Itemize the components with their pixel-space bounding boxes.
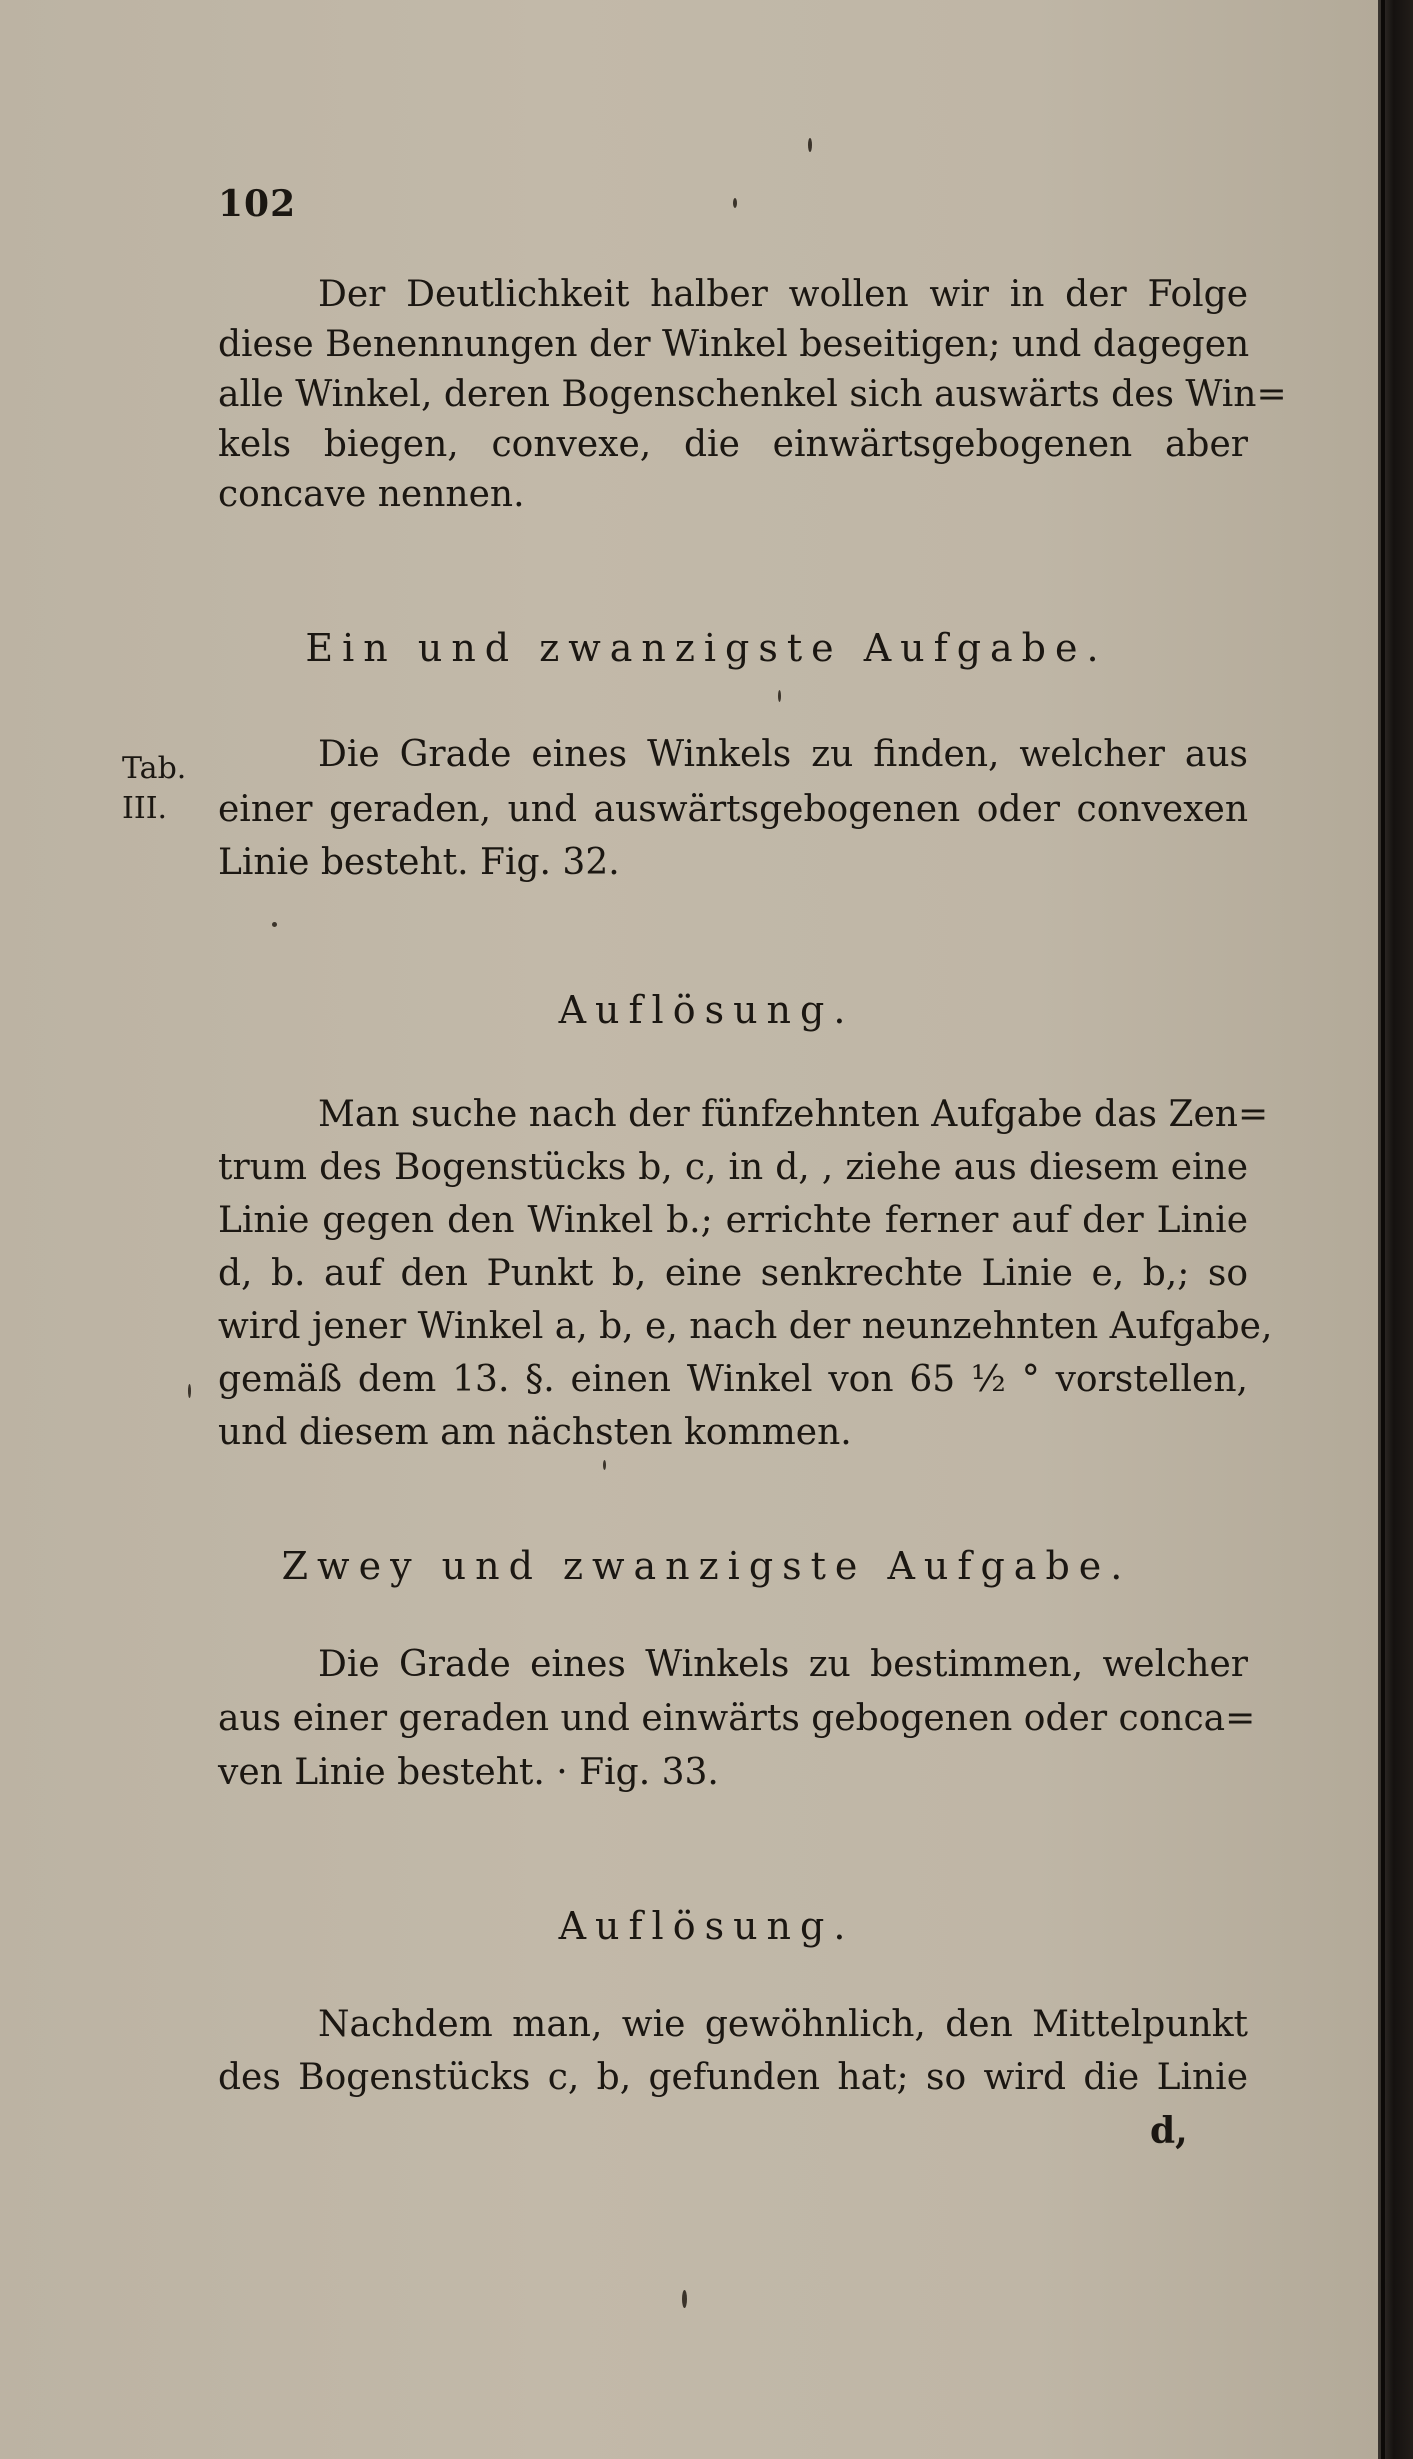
spine-shadow <box>1381 0 1385 2459</box>
solution-line: Nachdem man, wie gewöhnlich, den Mittelpunkt <box>318 2004 1248 2045</box>
paragraph-line: diese Benennungen der Winkel beseitigen; und dagegen <box>218 324 1250 365</box>
catchword: d, <box>1150 2110 1188 2152</box>
problem-line: aus einer geraden und einwärts gebogenen oder conca= <box>218 1698 1256 1739</box>
solution-line: gemäß dem 13. §. einen Winkel von 65 ½ ° vorstellen, <box>218 1359 1248 1400</box>
solution-line: d, b. auf den Punkt b, eine senkrechte Linie e, b,; so <box>218 1253 1248 1294</box>
paper-speck <box>808 138 812 152</box>
paper-speck <box>778 690 781 702</box>
paper-speck <box>733 198 737 208</box>
paragraph-line: Der Deutlichkeit halber wollen wir in der Folge <box>318 274 1248 315</box>
problem-line: Die Grade eines Winkels zu bestimmen, welcher <box>318 1644 1248 1685</box>
problem-line: Linie besteht. Fig. 32. <box>218 842 620 883</box>
solution-line: trum des Bogenstücks b, c, in d, , ziehe aus diesem eine <box>218 1147 1248 1188</box>
paragraph-line: alle Winkel, deren Bogenschenkel sich auswärts des Win= <box>218 374 1287 415</box>
solution-heading: Auflösung. <box>558 1904 855 1948</box>
problem-line: Die Grade eines Winkels zu finden, welcher aus <box>318 734 1248 775</box>
paragraph-line: concave nennen. <box>218 474 525 515</box>
section-heading: Ein und zwanzigste Aufgabe. <box>305 626 1108 670</box>
page-number: 102 <box>218 183 297 225</box>
problem-line: ven Linie besteht. · Fig. 33. <box>218 1752 719 1793</box>
solution-line: Man suche nach der fünfzehnten Aufgabe das Zen= <box>318 1094 1269 1135</box>
problem-line: einer geraden, und auswärtsgebogenen oder convexen <box>218 789 1248 830</box>
solution-line: und diesem am nächsten kommen. <box>218 1412 852 1453</box>
paragraph-line: kels biegen, convexe, die einwärtsgebogenen aber <box>218 424 1248 465</box>
paper-speck <box>272 922 277 927</box>
solution-line: Linie gegen den Winkel b.; errichte ferner auf der Linie <box>218 1200 1248 1241</box>
solution-line: wird jener Winkel a, b, e, nach der neunzehnten Aufgabe, <box>218 1306 1273 1347</box>
section-heading: Zwey und zwanzigste Aufgabe. <box>281 1544 1132 1588</box>
solution-line: des Bogenstücks c, b, gefunden hat; so wird die Linie <box>218 2057 1248 2098</box>
paper-speck <box>603 1460 606 1470</box>
paper-speck <box>682 2290 687 2308</box>
solution-heading: Auflösung. <box>558 988 855 1032</box>
margin-note-number: III. <box>122 791 168 826</box>
margin-note-tab: Tab. <box>122 751 187 786</box>
paper-speck <box>188 1384 191 1398</box>
